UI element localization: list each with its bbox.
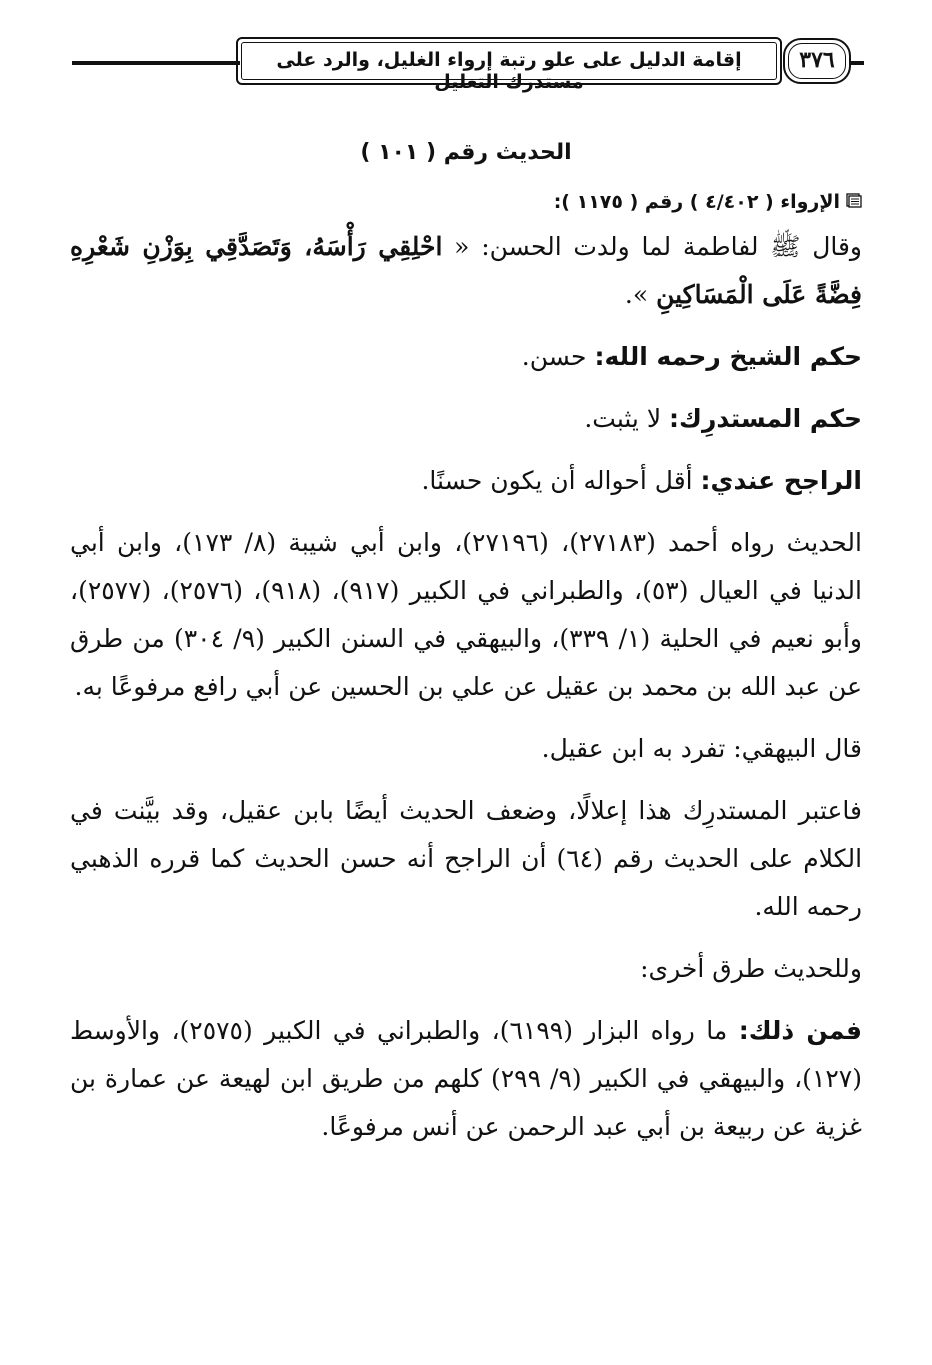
book-icon	[846, 192, 862, 213]
ruling-mustadrik	[70, 395, 862, 443]
header-rule-right	[849, 61, 864, 65]
header-rule-left	[72, 61, 240, 65]
other-routes-text: ما رواه البزار (٦١٩٩)، والطبراني في الكبير (٢٥٧٥)، والأوسط (١٢٧)، والبيهقي في الكبير (٩/ ٢٩٩) كلهم من طريق ابن لهيعة عن عمارة بن غزية عن ربيعة بن أبي عبد الرحمن عن أنس مرفوعًا.	[70, 1016, 862, 1141]
other-routes-label: فمن ذلك:	[738, 1016, 862, 1045]
hadith-text	[70, 223, 862, 319]
ruling-rajih	[70, 457, 862, 505]
page-number-frame	[783, 38, 851, 84]
page-number: ٣٧٦	[799, 47, 835, 73]
hadith-matn: احْلِقِي رَأْسَهُ، وَتَصَدَّقِي بِوَزْنِ شَعْرِهِ فِضَّةً عَلَى الْمَسَاكِينِ	[70, 232, 862, 309]
hadith-heading: الحديث رقم ( ١٠١ )	[360, 140, 572, 165]
page-body	[70, 140, 862, 1151]
hadith-close: ».	[624, 280, 649, 309]
hadith-intro: وقال ﷺ لفاطمة لما ولدت الحسن: «	[454, 232, 863, 261]
page-header	[72, 34, 864, 98]
ruling-label: حكم المستدرِك:	[669, 404, 862, 433]
other-routes-intro: وللحديث طرق أخرى:	[640, 954, 862, 983]
ruling-label: حكم الشيخ رحمه الله:	[594, 342, 862, 371]
bayhaqi-comment: قال البيهقي: تفرد به ابن عقيل.	[541, 734, 862, 763]
source-text: الإرواء ( ٤/٤٠٢ ) رقم ( ١١٧٥ ):	[553, 191, 840, 213]
discussion-paragraph: فاعتبر المستدرِك هذا إعلالًا، وضعف الحديث أيضًا بابن عقيل، وقد بيَّنت في الكلام على الحديث رقم (٦٤) أن الراجح أنه حسن الحديث كما قرره الذهبي رحمه الله.	[70, 796, 863, 921]
ruling-shaykh	[70, 333, 862, 381]
ruling-value: أقل أحواله أن يكون حسنًا.	[421, 466, 693, 495]
other-routes-paragraph	[70, 1007, 862, 1151]
header-title-frame	[236, 37, 782, 93]
source-reference	[70, 191, 862, 213]
ruling-value: حسن.	[521, 342, 587, 371]
book-title: إقامة الدليل على علو رتبة إرواء الغليل، والرد على مستدرك التعليل	[276, 49, 742, 93]
ruling-value: لا يثبت.	[584, 404, 662, 433]
takhrij-paragraph: الحديث رواه أحمد (٢٧١٨٣)، (٢٧١٩٦)، وابن أبي شيبة (٨/ ١٧٣)، وابن أبي الدنيا في العيال (٥٣)، والطبراني في الكبير (٩١٧)، (٩١٨)، (٢٥٧٦)، (٢٥٧٧)، وأبو نعيم في الحلية (١/ ٣٣٩)، والبيهقي في السنن الكبير (٩/ ٣٠٤) من طرق عن عبد الله بن محمد بن عقيل عن علي بن الحسين عن أبي رافع مرفوعًا به.	[70, 528, 862, 701]
ruling-label: الراجح عندي:	[700, 466, 862, 495]
